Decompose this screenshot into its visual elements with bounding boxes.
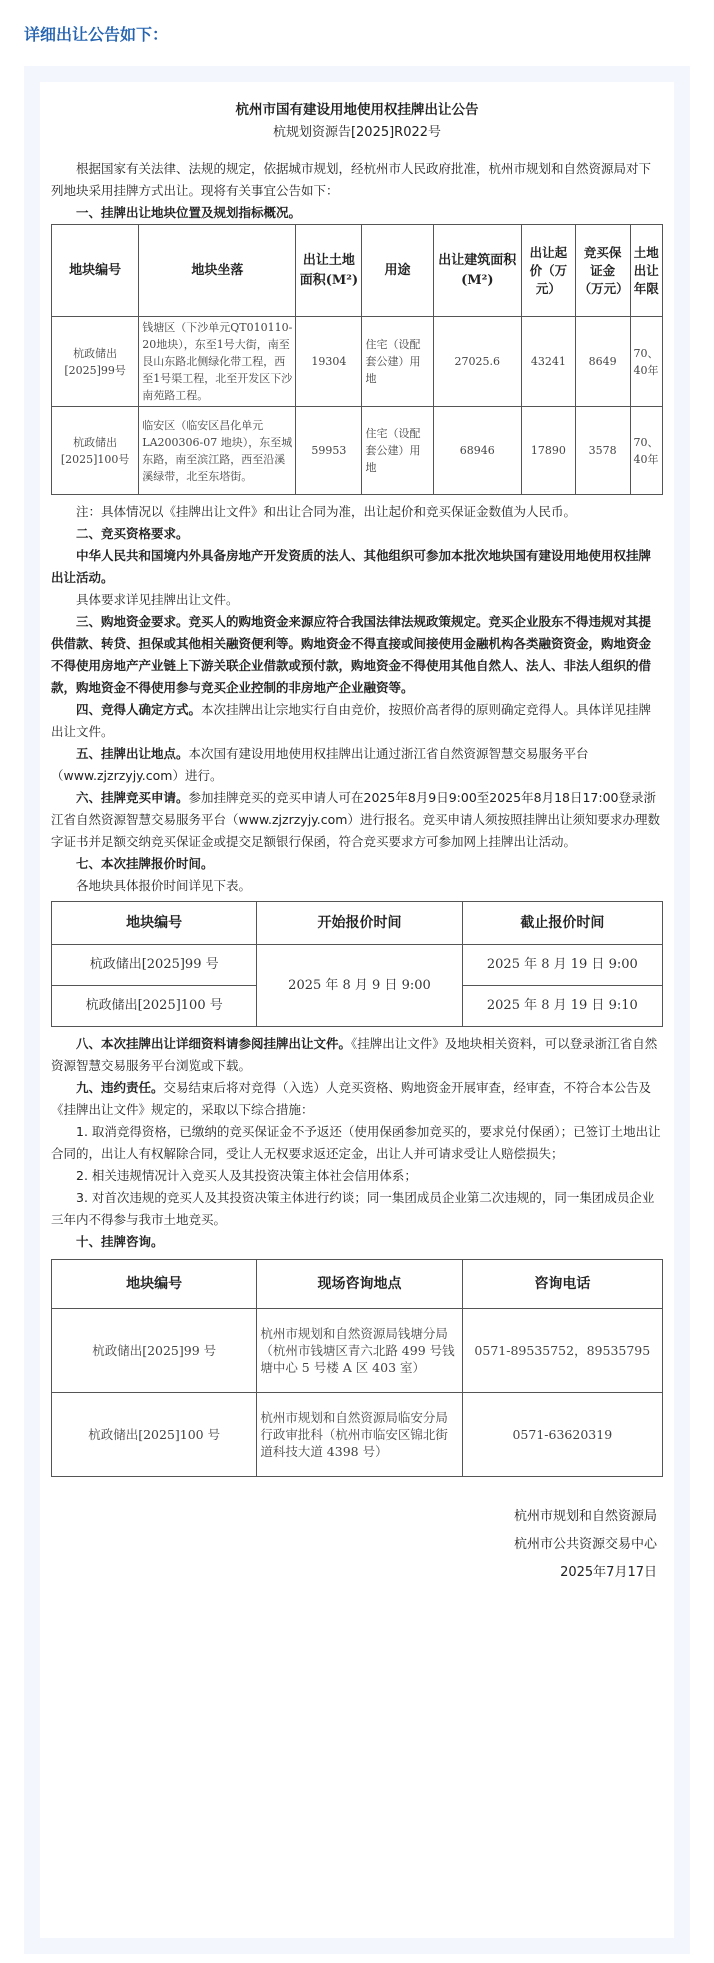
section-3-body: 竞买人的购地资金来源应符合我国法律法规政策规定。竞买企业股东不得违规对其提供借款、转贷、担保或其他相关融资便利等。购地资金不得直接或间接使用金融机构各类融资资金，购地资金不得使用房地产产业链上下游关联企业借款或预付款，购地资金不得使用其他自然人、法人、非法人组织的借款，购地资金不得使用参与竞买企业控制的非房地产企业融资等。 (51, 614, 652, 695)
section-2-detail: 具体要求详见挂牌出让文件。 (76, 592, 239, 607)
cell-phone: 0571-63620319 (462, 1393, 662, 1477)
intro-paragraph: 根据国家有关法律、法规的规定，依据城市规划，经杭州市人民政府批准，杭州市规划和自然资源局对下列地块采用挂牌方式出让。现将有关事宜公告如下： (51, 161, 652, 198)
issuer-1: 杭州市规划和自然资源局 (513, 1509, 657, 1524)
cell-land-area: 19304 (296, 317, 362, 407)
th-place: 现场咨询地点 (257, 1260, 462, 1309)
table-header-row (52, 1260, 663, 1309)
table-row (52, 945, 663, 986)
table-row (52, 317, 663, 407)
table-header-row (52, 902, 663, 945)
table-header-row (52, 225, 663, 317)
th-location: 地块坐落 (139, 225, 296, 317)
cell-end-time: 2025 年 8 月 19 日 9:10 (462, 986, 662, 1027)
cell-parcel-id: 杭政储出[2025]100号 (52, 407, 139, 495)
section-9-paragraph (51, 1077, 663, 1121)
signature-block (51, 1503, 663, 1587)
th-start-time: 开始报价时间 (257, 902, 462, 945)
th-parcel-id: 地块编号 (52, 1260, 257, 1309)
th-start-price: 出让起价（万元） (522, 225, 576, 317)
section-6-heading: 六、挂牌竞买申请。 (76, 790, 189, 805)
th-phone: 咨询电话 (462, 1260, 662, 1309)
section-9-body: 交易结束后将对竞得（入选）人竞买资格、购地资金开展审查，经审查，不符合本公告及《挂牌出让文件》规定的，采取以下综合措施： (51, 1080, 652, 1117)
section-6-paragraph (51, 787, 663, 853)
cell-parcel-id: 杭政储出[2025]99号 (52, 317, 139, 407)
th-land-area: 出让土地面积(M²) (296, 225, 362, 317)
cell-start-price: 43241 (522, 317, 576, 407)
section-2-heading: 二、竞买资格要求。 (76, 526, 189, 541)
cell-end-time: 2025 年 8 月 19 日 9:00 (462, 945, 662, 986)
cell-parcel-id: 杭政储出[2025]100 号 (52, 1393, 257, 1477)
announcement-document (40, 82, 674, 1938)
cell-years: 70、40年 (630, 317, 662, 407)
section-4-paragraph (51, 699, 663, 743)
section-1-heading: 一、挂牌出让地块位置及规划指标概况。 (76, 205, 302, 220)
section-2-body: 中华人民共和国境内外具备房地产开发资质的法人、其他组织可参加本批次地块国有建设用地使用权挂牌出让活动。 (51, 548, 652, 585)
cell-parcel-id: 杭政储出[2025]99 号 (52, 1309, 257, 1393)
cell-location: 钱塘区（下沙单元QT010110-20地块），东至1号大街，南至艮山东路北侧绿化带工程，西至1号渠工程，北至开发区下沙南苑路工程。 (139, 317, 296, 407)
section-5-heading: 五、挂牌出让地点。 (76, 746, 189, 761)
cell-use: 住宅（设配套公建）用地 (362, 407, 433, 495)
section-8-paragraph (51, 1033, 663, 1077)
cell-land-area: 59953 (296, 407, 362, 495)
issue-date: 2025年7月17日 (560, 1565, 657, 1580)
cell-build-area: 27025.6 (433, 317, 522, 407)
issuer-2: 杭州市公共资源交易中心 (513, 1537, 657, 1552)
section-7-body: 各地块具体报价时间详见下表。 (76, 878, 252, 893)
section-8-body: 《挂牌出让文件》及地块相关资料，可以登录浙江省自然资源智慧交易服务平台浏览或下载。 (51, 1036, 658, 1073)
cell-parcel-id: 杭政储出[2025]100 号 (52, 986, 257, 1027)
bid-time-table (51, 901, 663, 1027)
section-6-body: 参加挂牌竞买的竞买申请人可在2025年8月9日9:00至2025年8月18日17:00登录浙江省自然资源智慧交易服务平台（www.zjzrzyjy.com）进行报名。竞买申请人须按照挂牌出让须知要求办理数字证书并足额交纳竞买保证金或提交足额银行保函，符合竞买要求方可参加网上挂牌出让活动。 (51, 790, 660, 849)
cell-place: 杭州市规划和自然资源局钱塘分局（杭州市钱塘区青六北路 499 号钱塘中心 5 号楼 A 区 403 室） (257, 1309, 462, 1393)
consultation-table (51, 1259, 663, 1477)
th-parcel-id: 地块编号 (52, 902, 257, 945)
table-row (52, 1309, 663, 1393)
land-parcel-table (51, 224, 663, 495)
table-row (52, 1393, 663, 1477)
section-9-item-2: 2. 相关违规情况计入竞买人及其投资决策主体社会信用体系； (76, 1168, 417, 1183)
section-9-heading: 九、违约责任。 (76, 1080, 164, 1095)
table-row (52, 407, 663, 495)
th-deposit: 竞买保证金（万元） (575, 225, 630, 317)
section-4-body: 本次挂牌出让宗地实行自由竞价，按照价高者得的原则确定竞得人。具体详见挂牌出让文件。 (51, 702, 652, 739)
th-end-time: 截止报价时间 (462, 902, 662, 945)
document-title: 杭州市国有建设用地使用权挂牌出让公告 (235, 102, 479, 118)
section-9-item-1: 1. 取消竞得资格，已缴纳的竞买保证金不予返还（使用保函参加竞买的，要求兑付保函）；已签订土地出让合同的，出让人有权解除合同，受让人无权要求返还定金，出让人并可请求受让人赔偿损失； (51, 1124, 661, 1161)
document-number: 杭规划资源告[2025]R022号 (272, 125, 442, 140)
th-parcel-id: 地块编号 (52, 225, 139, 317)
announcement-card (24, 66, 690, 1954)
table-note: 注：具体情况以《挂牌出让文件》和出让合同为准，出让起价和竞买保证金数值为人民币。 (76, 504, 577, 519)
cell-start-time: 2025 年 8 月 9 日 9:00 (257, 945, 462, 1027)
section-4-heading: 四、竞得人确定方式。 (76, 702, 202, 717)
cell-build-area: 68946 (433, 407, 522, 495)
cell-deposit: 8649 (575, 317, 630, 407)
cell-place: 杭州市规划和自然资源局临安分局行政审批科（杭州市临安区锦北街道科技大道 4398 号） (257, 1393, 462, 1477)
th-build-area: 出让建筑面积(M²) (433, 225, 522, 317)
cell-start-price: 17890 (522, 407, 576, 495)
th-years: 土地出让年限 (630, 225, 662, 317)
section-5-paragraph (51, 743, 663, 787)
th-use: 用途 (362, 225, 433, 317)
section-8-heading: 八、本次挂牌出让详细资料请参阅挂牌出让文件。 (76, 1036, 352, 1051)
section-9-item-3: 3. 对首次违规的竞买人及其投资决策主体进行约谈；同一集团成员企业第二次违规的，同一集团成员企业三年内不得参与我市土地竞买。 (51, 1190, 655, 1227)
section-7-heading: 七、本次挂牌报价时间。 (76, 856, 214, 871)
section-3-paragraph (51, 611, 663, 699)
page-header-title: 详细出让公告如下： (24, 25, 169, 44)
cell-parcel-id: 杭政储出[2025]99 号 (52, 945, 257, 986)
section-5-body: 本次国有建设用地使用权挂牌出让通过浙江省自然资源智慧交易服务平台（www.zjzrzyjy.com）进行。 (51, 746, 589, 783)
cell-phone: 0571-89535752，89535795 (462, 1309, 662, 1393)
section-10-heading: 十、挂牌咨询。 (76, 1234, 164, 1249)
section-3-heading: 三、购地资金要求。 (76, 614, 189, 629)
cell-deposit: 3578 (575, 407, 630, 495)
cell-use: 住宅（设配套公建）用地 (362, 317, 433, 407)
cell-years: 70、40年 (630, 407, 662, 495)
cell-location: 临安区（临安区昌化单元LA200306-07 地块），东至城东路，南至滨江路，西至沿溪溪绿带，北至东塔街。 (139, 407, 296, 495)
